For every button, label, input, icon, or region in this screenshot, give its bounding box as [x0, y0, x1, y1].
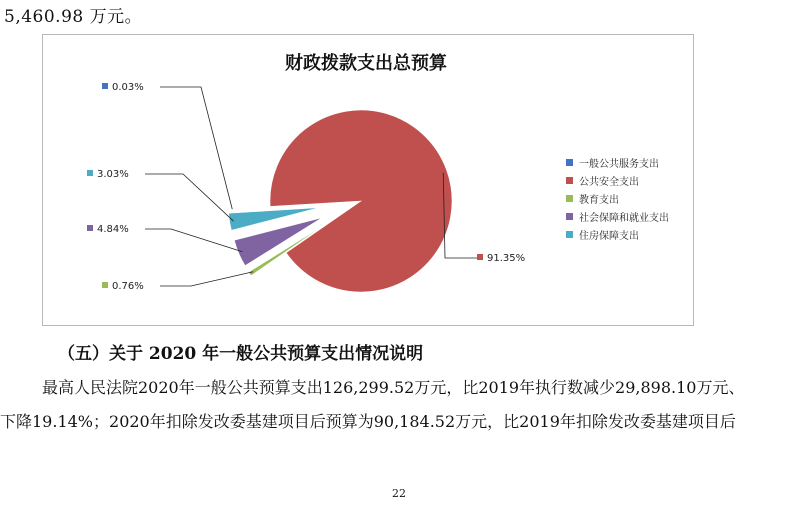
- legend-label: 教育支出: [579, 194, 619, 206]
- legend-item: [566, 225, 669, 243]
- label-marker: [87, 225, 93, 231]
- previous-paragraph-tail: 5,460.98 万元。: [4, 7, 143, 27]
- legend-label: 住房保障支出: [579, 230, 639, 242]
- paragraph-line: 下降19.14%；2020年扣除发改委基建项目后预算为90,184.52万元，比2019年扣除发改委基建项目后: [0, 412, 736, 431]
- label-marker: [87, 170, 93, 176]
- legend-label: 公共安全支出: [579, 176, 639, 188]
- pie-slice: [270, 110, 452, 292]
- legend-label: 社会保障和就业支出: [579, 212, 669, 224]
- chart-title: 财政拨款支出总预算: [285, 53, 447, 74]
- legend-item: [566, 189, 669, 207]
- legend-swatch: [566, 177, 573, 184]
- legend-swatch: [566, 159, 573, 166]
- chart-legend: [566, 153, 669, 243]
- page-number: 22: [392, 487, 406, 500]
- legend-item: [566, 207, 669, 225]
- pie-slices: [228, 110, 452, 292]
- leader-line: [145, 229, 242, 252]
- leader-line: [160, 87, 232, 209]
- pie-data-label: 91.35%: [487, 253, 526, 264]
- pie-data-label: 3.03%: [97, 169, 129, 180]
- label-marker: [102, 83, 108, 89]
- legend-swatch: [566, 195, 573, 202]
- legend-label: 一般公共服务支出: [579, 158, 659, 170]
- pie-data-label: 0.03%: [112, 82, 144, 93]
- label-marker: [102, 282, 108, 288]
- pie-data-label: 0.76%: [112, 281, 144, 292]
- leader-line: [160, 272, 253, 286]
- legend-swatch: [566, 231, 573, 238]
- pie-data-label: 4.84%: [97, 224, 129, 235]
- leader-line: [145, 174, 234, 221]
- budget-pie-chart: [42, 34, 694, 326]
- legend-swatch: [566, 213, 573, 220]
- legend-item: [566, 171, 669, 189]
- section-heading: （五）关于 2020 年一般公共预算支出情况说明: [58, 344, 424, 364]
- paragraph-line: 最高人民法院2020年一般公共预算支出126,299.52万元，比2019年执行数减少29,898.10万元、: [42, 378, 745, 397]
- label-marker: [477, 254, 483, 260]
- legend-item: [566, 153, 669, 171]
